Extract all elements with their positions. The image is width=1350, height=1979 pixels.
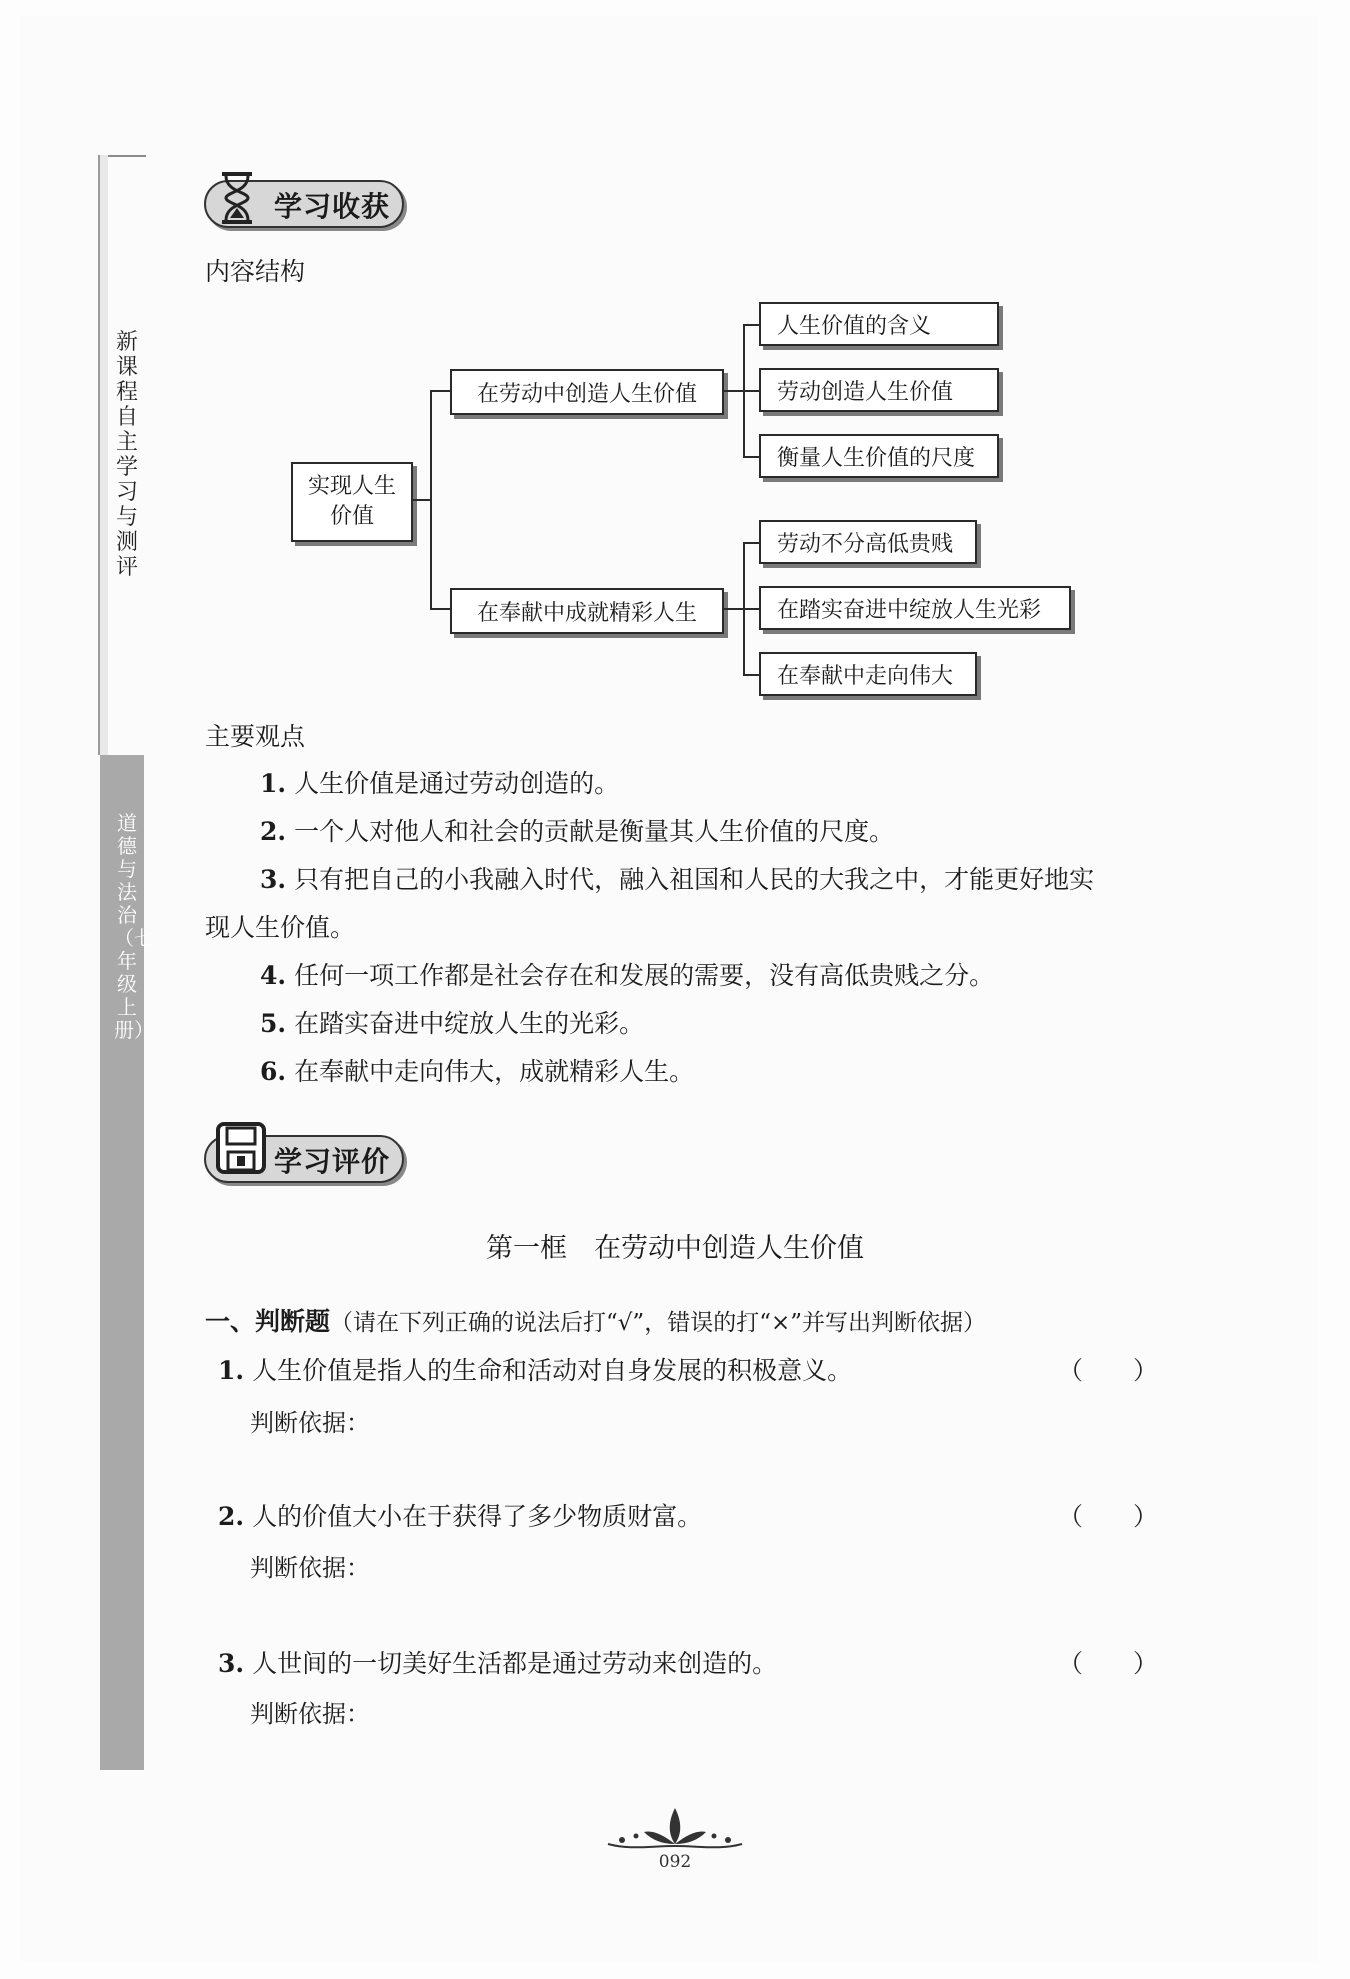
question-text: 人世间的一切美好生活都是通过劳动来创造的。 xyxy=(252,1649,778,1678)
question-text: 人生价值是指人的生命和活动对自身发展的积极意义。 xyxy=(252,1356,853,1385)
question-2-basis-label: 判断依据： xyxy=(250,1554,370,1582)
answer-blank[interactable]: （ ） xyxy=(1057,1356,1158,1385)
main-point-4 xyxy=(260,952,1160,1000)
floppy-disk-icon xyxy=(214,1120,270,1178)
gain-badge-label: 学习收获 xyxy=(274,190,391,223)
point-text: 人生价值是通过劳动创造的。 xyxy=(294,769,620,798)
question-1-basis-label: 判断依据： xyxy=(250,1409,370,1437)
question-type-note: （请在下列正确的说法后打“√”，错误的打“×”并写出判断依据） xyxy=(330,1310,986,1336)
question-number: 2. xyxy=(218,1502,245,1531)
diagram-leaf-2-1 xyxy=(759,520,977,564)
question-type-label: 一、判断题 xyxy=(205,1307,331,1336)
main-point-5 xyxy=(260,1000,1160,1048)
floral-ornament-icon xyxy=(600,1800,750,1860)
main-point-6 xyxy=(260,1048,1160,1096)
points-heading: 主要观点 xyxy=(205,722,306,751)
point-text: 任何一项工作都是社会存在和发展的需要，没有高低贵贱之分。 xyxy=(294,961,995,990)
diagram-root-node xyxy=(291,462,413,542)
point-number: 3. xyxy=(260,865,287,894)
point-number: 1. xyxy=(260,769,287,798)
series-title: 新课程自主学习与测评 xyxy=(115,330,138,580)
diagram-leaf-label: 劳动不分高低贵贱 xyxy=(777,531,954,557)
point-text: 只有把自己的小我融入时代，融入祖国和人民的大我之中，才能更好地实 xyxy=(294,865,1095,894)
point-number: 6. xyxy=(260,1057,287,1086)
main-point-3 xyxy=(260,856,1180,904)
question-type-heading xyxy=(205,1302,986,1338)
diagram-leaf-label: 衡量人生价值的尺度 xyxy=(777,445,976,471)
diagram-leaf-label: 在踏实奋进中绽放人生光彩 xyxy=(777,597,1042,623)
point-text: 在踏实奋进中绽放人生的光彩。 xyxy=(294,1009,645,1038)
answer-blank[interactable]: （ ） xyxy=(1057,1649,1158,1678)
question-3-basis-label: 判断依据： xyxy=(250,1700,370,1728)
page-number: 092 xyxy=(658,1852,692,1872)
subject-title: 道德与法治（七年级上册） xyxy=(114,811,154,1042)
eval-badge-label: 学习评价 xyxy=(274,1145,391,1178)
diagram-leaf-2-2 xyxy=(759,586,1071,630)
structure-heading: 内容结构 xyxy=(205,257,306,286)
diagram-leaf-label: 人生价值的含义 xyxy=(777,313,932,339)
diagram-root-label: 实现人生价值 xyxy=(307,474,396,529)
diagram-leaf-label: 在奉献中走向伟大 xyxy=(777,663,954,689)
question-number: 3. xyxy=(218,1649,245,1678)
main-point-1 xyxy=(260,760,1160,808)
point-number: 5. xyxy=(260,1009,287,1038)
diagram-leaf-label: 劳动创造人生价值 xyxy=(777,379,954,405)
answer-blank[interactable]: （ ） xyxy=(1057,1502,1158,1531)
question-1 xyxy=(218,1351,1158,1387)
main-point-2 xyxy=(260,808,1160,856)
point-text: 一个人对他人和社会的贡献是衡量其人生价值的尺度。 xyxy=(294,817,895,846)
diagram-branch-1 xyxy=(450,369,724,415)
content-structure-diagram xyxy=(0,0,1350,720)
diagram-branch-1-label: 在劳动中创造人生价值 xyxy=(476,381,697,407)
diagram-branch-2 xyxy=(450,588,724,634)
point-number: 2. xyxy=(260,817,287,846)
main-point-3-continuation: 现人生价值。 xyxy=(205,913,356,942)
diagram-leaf-1-3 xyxy=(759,434,999,478)
point-text: 在奉献中走向伟大，成就精彩人生。 xyxy=(294,1057,695,1086)
question-3 xyxy=(218,1644,1158,1680)
diagram-leaf-2-3 xyxy=(759,652,977,696)
question-number: 1. xyxy=(218,1356,245,1385)
point-number: 4. xyxy=(260,961,287,990)
diagram-leaf-1-2 xyxy=(759,368,999,412)
diagram-branch-2-label: 在奉献中成就精彩人生 xyxy=(476,600,697,626)
question-text: 人的价值大小在于获得了多少物质财富。 xyxy=(252,1502,703,1531)
frame-title: 第一框 在劳动中创造人生价值 xyxy=(486,1233,864,1264)
question-2 xyxy=(218,1497,1158,1533)
diagram-leaf-1-1 xyxy=(759,302,999,346)
